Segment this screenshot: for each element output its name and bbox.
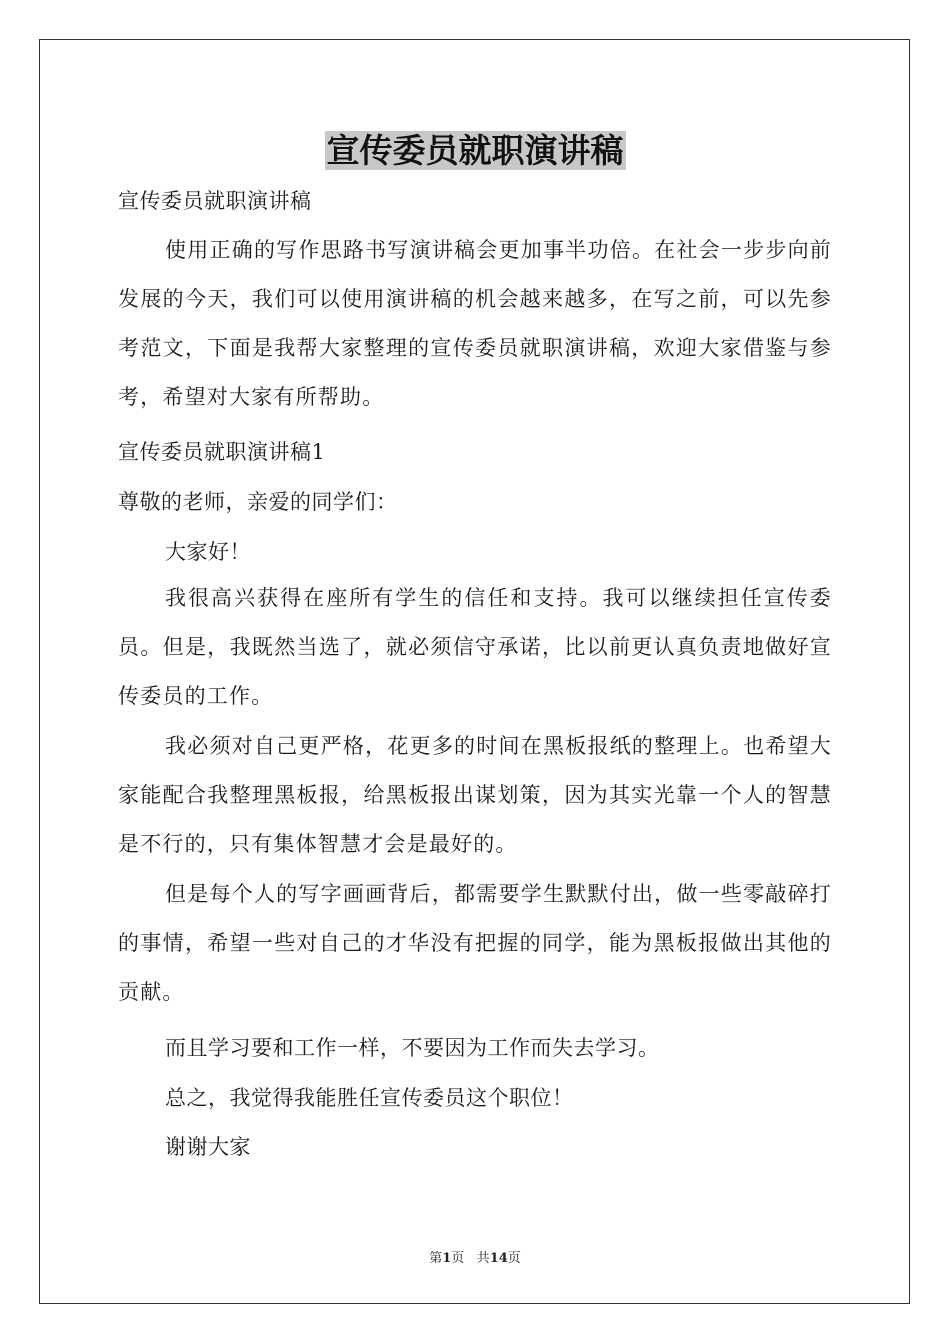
body-paragraph-2: 我必须对自己更严格，花更多的时间在黑板报纸的整理上。也希望大家能配合我整理黑板报，给黑板报出谋划策，因为其实光靠一个人的智慧是不行的，只有集体智慧才会是最好的。 bbox=[118, 734, 832, 856]
intro-paragraph: 使用正确的写作思路书写演讲稿会更加事半功倍。在社会一步步向前发展的今天，我们可以使用演讲稿的机会越来越多，在写之前，可以先参考范文，下面是我帮大家整理的宣传委员就职演讲稿，欢迎大家借鉴与参考，希望对大家有所帮助。 bbox=[118, 238, 832, 409]
body-line-1: 而且学习要和工作一样，不要因为工作而失去学习。 bbox=[165, 1036, 660, 1060]
body-paragraph-3: 但是每个人的写字画画背后，都需要学生默默付出，做一些零敲碎打的事情，希望一些对自己的才华没有把握的同学，能为黑板报做出其他的贡献。 bbox=[118, 882, 832, 1004]
body-line-2: 总之，我觉得我能胜任宣传委员这个职位！ bbox=[165, 1086, 574, 1110]
page-prefix: 第 bbox=[429, 1251, 443, 1266]
section-heading: 宣传委员就职演讲稿1 bbox=[118, 440, 326, 464]
page-number: 1 bbox=[442, 1251, 452, 1266]
total-pages: 14 bbox=[489, 1251, 508, 1266]
body-paragraph-1: 我很高兴获得在座所有学生的信任和支持。我可以继续担任宣传委员。但是，我既然当选了，就必须信守承诺，比以前更认真负责地做好宣传委员的工作。 bbox=[118, 586, 832, 708]
document-subtitle: 宣传委员就职演讲稿 bbox=[118, 189, 312, 213]
salutation: 尊敬的老师，亲爱的同学们： bbox=[118, 490, 398, 514]
document-title: 宣传委员就职演讲稿 bbox=[326, 131, 624, 170]
greeting: 大家好！ bbox=[165, 540, 251, 564]
closing: 谢谢大家 bbox=[165, 1135, 251, 1159]
page-footer bbox=[0, 1247, 950, 1266]
total-prefix: 共 bbox=[476, 1251, 490, 1266]
total-suffix: 页 bbox=[507, 1251, 521, 1266]
page-suffix: 页 bbox=[451, 1251, 465, 1266]
document-title-wrapper bbox=[0, 125, 950, 172]
